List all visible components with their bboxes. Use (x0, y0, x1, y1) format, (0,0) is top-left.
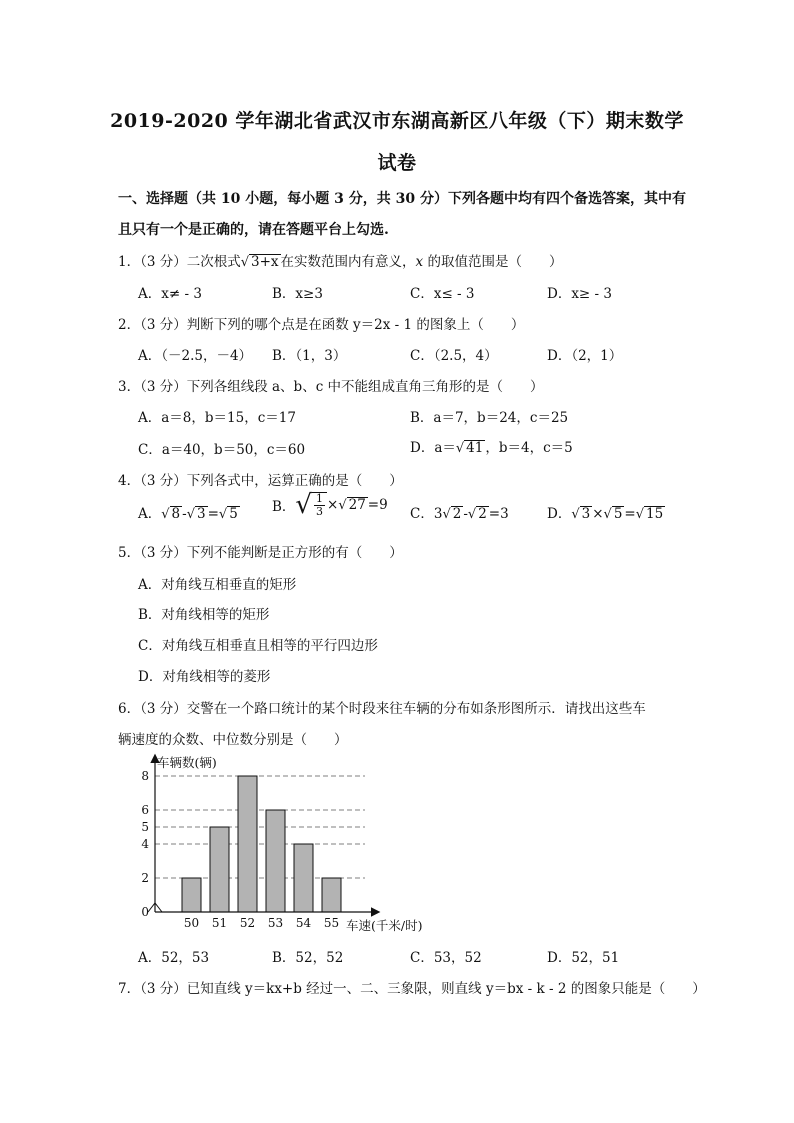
question-5-stem: 5．（3 分）下列不能判断是正方形的有（ ） (118, 545, 403, 561)
x-axis-title: 车速(千米/时) (346, 918, 423, 933)
q3-optd-radicand: 41 (466, 440, 484, 456)
x-tick-55: 55 (323, 916, 340, 930)
exam-title-line2: 试卷 (377, 152, 417, 174)
q4-optb-label: B． (272, 499, 296, 515)
q2-option-a[interactable]: A．（－2.5，－4） (138, 348, 253, 364)
q4-optb-num: 1 (316, 491, 323, 505)
q4-optd-r3: 15 (646, 506, 664, 522)
bar-51 (210, 827, 229, 912)
q1-option-b[interactable]: B．x≥3 (272, 286, 323, 302)
q1-prefix: 1．（3 分）二次根式 (118, 254, 241, 270)
q4-optc-eq: =3 (488, 506, 509, 522)
y-tick-labels (141, 769, 149, 919)
x-tick-52: 52 (239, 916, 256, 930)
section-instructions-line2: 且只有一个是正确的，请在答题平台上勾选. (118, 222, 389, 238)
q4-optd-rad2: √ 5 (603, 506, 623, 522)
q6-option-a[interactable]: A．52，53 (138, 950, 210, 966)
q4-optc-label: C． (410, 506, 434, 522)
question-3-stem: 3．（3 分）下列各组线段 a、b、c 中不能组成直角三角形的是（ ） (118, 379, 544, 395)
q5-option-c[interactable]: C．对角线互相垂直且相等的平行四边形 (138, 638, 378, 654)
q4-opta-label: A． (138, 506, 162, 522)
x-tick-labels (184, 916, 339, 930)
q4-optd-r1: 3 (581, 506, 591, 522)
speed-bar-chart (135, 748, 435, 936)
q2-option-c[interactable]: C．（2.5，4） (410, 348, 498, 364)
q3-option-c[interactable]: C．a＝40，b＝50，c＝60 (138, 442, 306, 458)
q4-opta-r2: 3 (197, 506, 206, 522)
q1-tail: 的取值范围是（ ） (423, 254, 563, 270)
q1-option-d[interactable]: D．x≥ - 3 (547, 286, 612, 302)
q4-optd-rad1: √ 3 (571, 506, 591, 522)
q3-optd-radical: √ 41 (455, 440, 484, 456)
q3-optd-prefix: D．a＝ (410, 440, 456, 456)
q4-optd-rad3: √ 15 (635, 506, 664, 522)
q1-var: x (415, 254, 424, 270)
bar-55 (322, 878, 341, 912)
q4-optc-rad1: √ 2 (442, 506, 462, 522)
q6-option-b[interactable]: B．52，52 (272, 950, 344, 966)
x-tick-51: 51 (211, 916, 228, 930)
q3-option-a[interactable]: A．a＝8，b＝15，c＝17 (138, 410, 296, 426)
q4-opta-r1: 8 (171, 506, 181, 522)
q1-option-c[interactable]: C．x≤ - 3 (410, 286, 475, 302)
q4-optb-fraction-radical: √ $\frac{1}{3}$ (295, 490, 327, 520)
q1-radical: √ 3+x (240, 254, 279, 270)
q4-option-c[interactable] (410, 502, 509, 522)
question-7-stem: 7．（3 分）已知直线 y＝kx+b 经过一、二、三象限，则直线 y＝bx - k - 2 的图象只能是（ ） (118, 981, 706, 997)
q1-radicand: 3+x (251, 254, 279, 270)
bar-54 (294, 844, 313, 912)
q6-option-d[interactable]: D．52，51 (547, 950, 620, 966)
bar-50 (182, 878, 201, 912)
question-2-stem: 2．（3 分）判断下列的哪个点是在函数 y＝2x - 1 的图象上（ ） (118, 317, 525, 333)
chart-gridlines (155, 776, 365, 878)
y-tick-4: 4 (141, 837, 149, 851)
q5-option-a[interactable]: A．对角线互相垂直的矩形 (138, 577, 297, 593)
x-tick-50: 50 (183, 916, 200, 930)
question-6-stem-line1: 6．（3 分）交警在一个路口统计的某个时段来往车辆的分布如条形图所示．请找出这些车 (118, 701, 646, 717)
q4-opta-rad3: √ 5 (218, 506, 238, 522)
q4-opta-op: - (182, 506, 187, 522)
q4-optc-op: - (463, 506, 468, 522)
q1-suffix: 在实数范围内有意义， (280, 254, 416, 270)
q4-opta-r3: 5 (229, 506, 238, 522)
q4-optb-den: 3 (316, 505, 323, 518)
q4-optc-r1: 2 (452, 506, 462, 522)
y-tick-5: 5 (141, 820, 149, 834)
q2-option-b[interactable]: B．（1，3） (272, 348, 347, 364)
y-tick-6: 6 (141, 803, 149, 817)
q3-optd-suffix: ，b＝4，c＝5 (485, 440, 573, 456)
question-4-stem: 4．（3 分）下列各式中，运算正确的是（ ） (118, 473, 403, 489)
q4-optc-r2: 2 (478, 506, 487, 522)
q4-optb-r2: 27 (348, 497, 366, 513)
q4-optb-eq: =9 (367, 497, 388, 513)
q4-optd-eq: = (624, 506, 636, 522)
q3-option-b[interactable]: B．a＝7，b＝24，c＝25 (410, 410, 569, 426)
q4-optb-op: × (327, 497, 339, 513)
y-tick-0: 0 (141, 905, 149, 919)
q5-option-b[interactable]: B．对角线相等的矩形 (138, 607, 270, 623)
bar-52 (238, 776, 257, 912)
section-instructions-line1: 一、选择题（共 10 小题，每小题 3 分，共 30 分）下列各题中均有四个备选答案，其中有 (118, 191, 686, 207)
y-tick-2: 2 (141, 871, 149, 885)
q4-opta-rad2: √ 3 (186, 506, 206, 522)
q4-opta-rad1: √ 8 (161, 506, 181, 522)
q2-option-d[interactable]: D．（2，1） (547, 348, 623, 364)
q6-option-c[interactable]: C．53，52 (410, 950, 482, 966)
q4-optd-label: D． (547, 506, 572, 522)
q1-option-a[interactable]: A．x≠ - 3 (138, 286, 202, 302)
q4-optd-op: × (592, 506, 604, 522)
q3-option-d[interactable] (410, 436, 573, 456)
q4-optd-r2: 5 (613, 506, 623, 522)
q5-option-d[interactable]: D．对角线相等的菱形 (138, 669, 271, 685)
q4-optb-rad2: √ 27 (338, 497, 366, 513)
y-axis-title: 车辆数(辆) (157, 755, 217, 770)
y-tick-8: 8 (141, 769, 149, 783)
q4-optc-coef: 3 (433, 506, 443, 522)
question-1-stem (118, 250, 562, 270)
q4-option-d[interactable] (547, 502, 665, 522)
q4-option-a[interactable] (138, 502, 240, 522)
q4-optc-rad2: √ 2 (467, 506, 487, 522)
q4-option-b[interactable] (272, 490, 388, 520)
q4-opta-eq: = (207, 506, 219, 522)
x-tick-54: 54 (295, 916, 312, 930)
question-6-stem-line2: 辆速度的众数、中位数分别是（ ） (118, 732, 348, 748)
bar-53 (266, 810, 285, 912)
x-tick-53: 53 (267, 916, 284, 930)
exam-title-line1: 2019-2020 学年湖北省武汉市东湖高新区八年级（下）期末数学 (110, 110, 684, 132)
